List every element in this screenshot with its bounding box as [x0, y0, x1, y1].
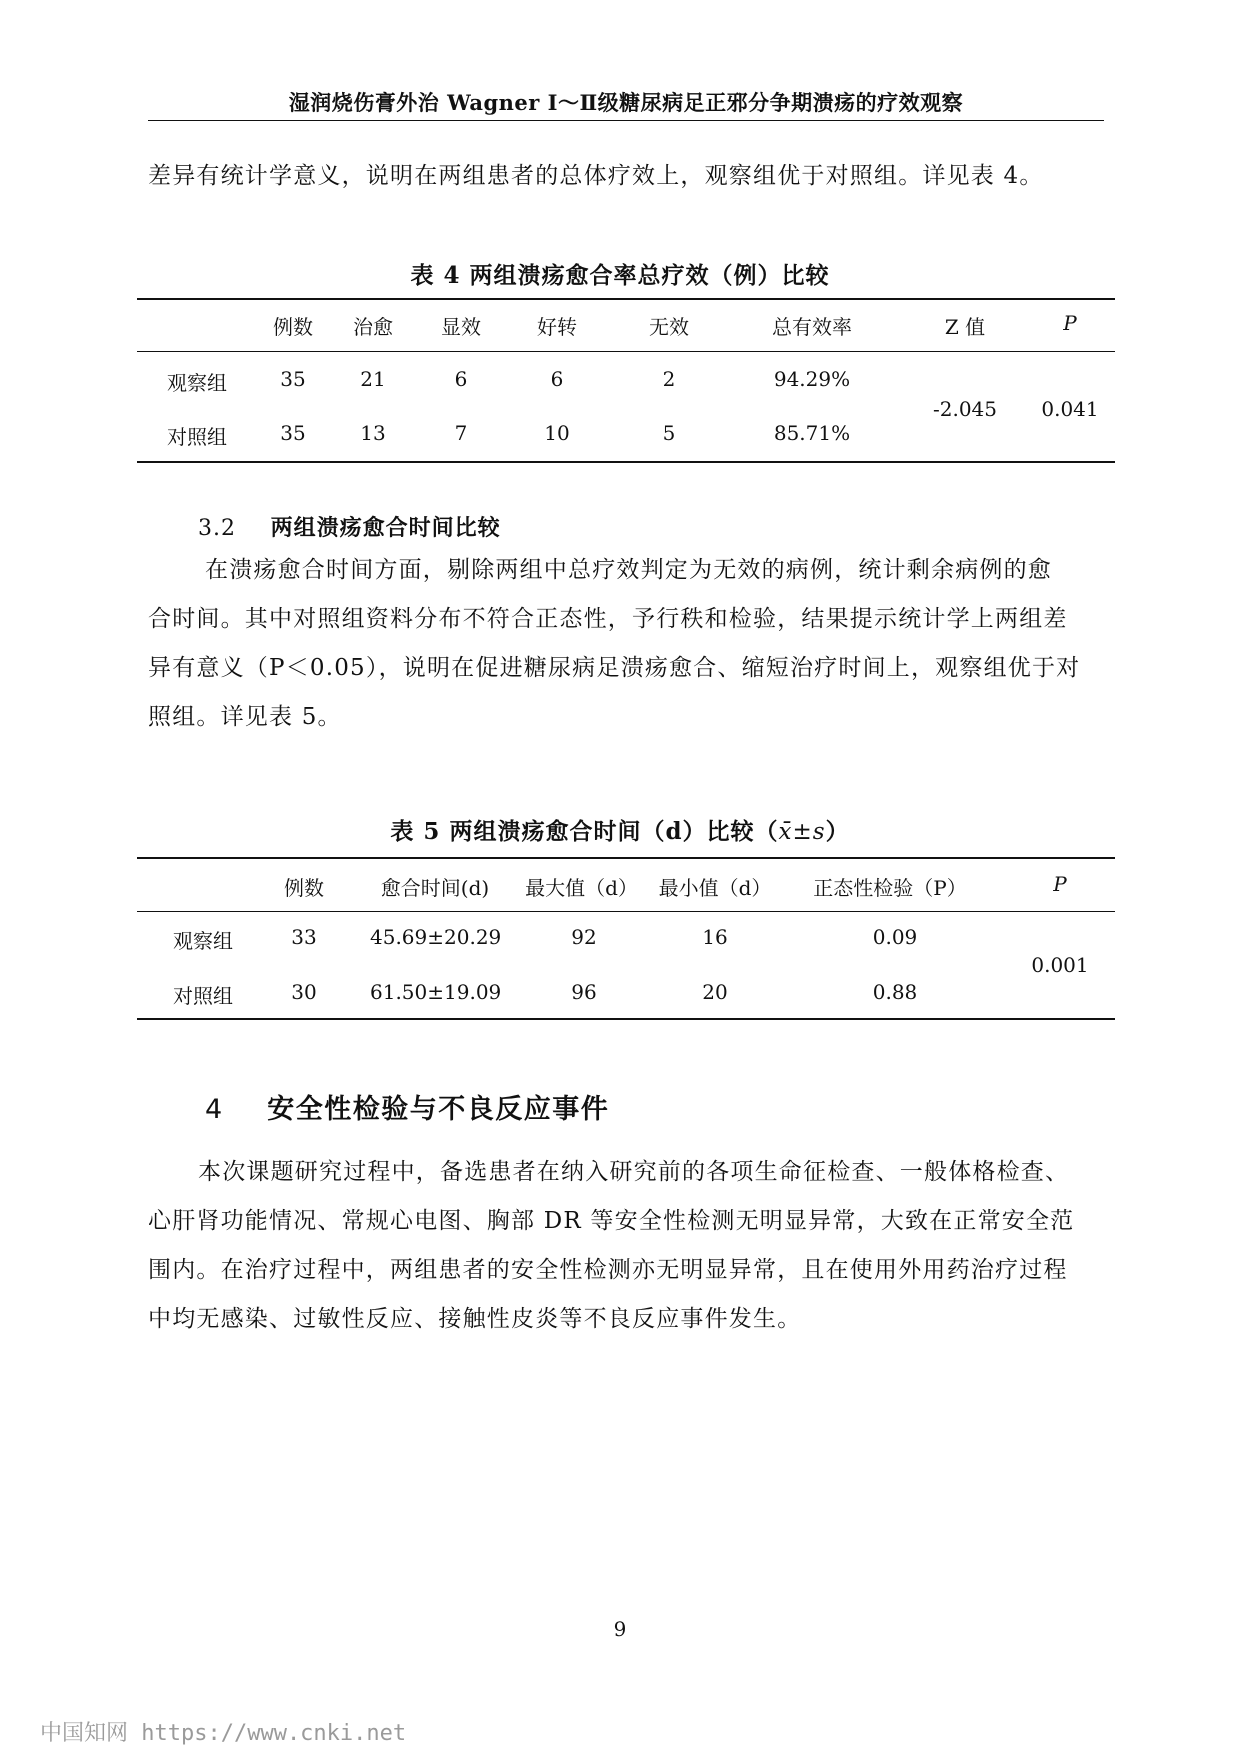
paragraph-continuation: 差异有统计学意义，说明在两组患者的总体疗效上，观察组优于对照组。详见表 4。: [148, 163, 1044, 189]
table5-p-value: 0.001: [1031, 953, 1089, 977]
section-4-line4: 中均无感染、过敏性反应、接触性皮炎等不良反应事件发生。: [148, 1306, 802, 1332]
table4-row1-n: 35: [280, 367, 306, 391]
section-3-2-line1: 在溃疡愈合时间方面，剔除两组中总疗效判定为无效的病例，统计剩余病例的愈: [205, 557, 1052, 583]
table5-row1-normality: 0.09: [872, 925, 918, 949]
section-3-2-number: 3.2: [198, 516, 236, 541]
table5-top-rule: [137, 857, 1115, 859]
table4-bottom-rule: [137, 461, 1115, 463]
table4-row1-improved: 6: [550, 367, 564, 391]
table4-header-rule: [137, 351, 1115, 352]
table4-header-n: 例数: [273, 315, 313, 339]
table5-caption: [0, 813, 1240, 846]
section-4-line1: 本次课题研究过程中，备选患者在纳入研究前的各项生命征检查、一般体格检查、: [198, 1159, 1070, 1185]
table5-header-min: 最小值（d）: [658, 876, 772, 900]
section-4-number: 4: [205, 1094, 224, 1125]
section-4-line3: 围内。在治疗过程中，两组患者的安全性检测亦无明显异常，且在使用外用药治疗过程: [148, 1257, 1068, 1283]
cnki-footer: 中国知网 https://www.cnki.net: [40, 1721, 407, 1746]
table4-caption: 表 4 两组溃疡愈合率总疗效（例）比较: [410, 262, 830, 289]
table5-header-n: 例数: [284, 876, 324, 900]
table5-row1-group: 观察组: [173, 929, 233, 953]
table4-header-z: Z 值: [944, 315, 986, 339]
table4-header-invalid: 无效: [649, 315, 689, 339]
table4-row2-rate: 85.71%: [773, 421, 851, 445]
table5-header-rule: [137, 911, 1115, 912]
table4-row2-group: 对照组: [167, 425, 227, 449]
table4-row2-cure: 13: [360, 421, 386, 445]
table4-row1-cure: 21: [360, 367, 386, 391]
table4-row1-marked: 6: [454, 367, 468, 391]
section-4-heading: [205, 1087, 609, 1126]
table5-header-p: P: [1053, 872, 1067, 896]
table4-p-value: 0.041: [1041, 397, 1099, 421]
section-3-2-heading: [198, 511, 501, 542]
header-rule: [148, 120, 1104, 121]
table4-header-improved: 好转: [537, 315, 577, 339]
table4-row1-rate: 94.29%: [773, 367, 851, 391]
table5-row2-min: 20: [702, 980, 728, 1004]
table5-row2-n: 30: [291, 980, 317, 1004]
table5-row1-max: 92: [571, 925, 597, 949]
page-number: 9: [613, 1617, 627, 1641]
table4-row2-invalid: 5: [662, 421, 676, 445]
section-4-line2: 心肝肾功能情况、常规心电图、胸部 DR 等安全性检测无明显异常，大致在正常安全范: [148, 1208, 1075, 1234]
table5-caption-text: 表 5 两组溃疡愈合时间（d）比较（: [390, 818, 779, 845]
table4-row2-n: 35: [280, 421, 306, 445]
table5-caption-suffix: ）: [825, 818, 850, 845]
table4-header-cure: 治愈: [353, 315, 393, 339]
section-3-2-title: 两组溃疡愈合时间比较: [270, 515, 501, 541]
table4-row2-improved: 10: [544, 421, 570, 445]
table4-header-p: P: [1063, 311, 1077, 335]
section-3-2-line2: 合时间。其中对照组资料分布不符合正态性，予行秩和检验，结果提示统计学上两组差: [148, 606, 1068, 632]
table4-row1-group: 观察组: [167, 371, 227, 395]
table5-row1-min: 16: [702, 925, 728, 949]
running-head: 湿润烧伤膏外治 Wagner Ⅰ～Ⅱ级糖尿病足正邪分争期溃疡的疗效观察: [288, 90, 964, 115]
table5-row1-n: 33: [291, 925, 317, 949]
table4-row1-invalid: 2: [662, 367, 676, 391]
table4-header-marked: 显效: [441, 315, 481, 339]
table5-row1-time: 45.69±20.29: [370, 925, 502, 949]
table4-row2-marked: 7: [454, 421, 468, 445]
table5-row2-group: 对照组: [173, 984, 233, 1008]
section-4-title: 安全性检验与不良反应事件: [267, 1094, 610, 1125]
table5-header-normality: 正态性检验（P）: [813, 876, 967, 900]
section-3-2-line3: 异有意义（P＜0.05），说明在促进糖尿病足溃疡愈合、缩短治疗时间上，观察组优于对: [148, 655, 1081, 681]
table5-caption-symbol: x̄±s: [778, 819, 826, 845]
section-3-2-line4: 照组。详见表 5。: [148, 704, 342, 730]
table5-header-max: 最大值（d）: [525, 876, 638, 900]
table5-bottom-rule: [137, 1018, 1115, 1020]
table5-header-time: 愈合时间(d): [380, 876, 490, 900]
table5-row2-time: 61.50±19.09: [370, 980, 502, 1004]
table4-top-rule: [137, 298, 1115, 300]
table5-row2-max: 96: [571, 980, 597, 1004]
table4-header-rate: 总有效率: [772, 315, 852, 339]
table4-z-value: -2.045: [932, 397, 997, 421]
table5-row2-normality: 0.88: [872, 980, 918, 1004]
